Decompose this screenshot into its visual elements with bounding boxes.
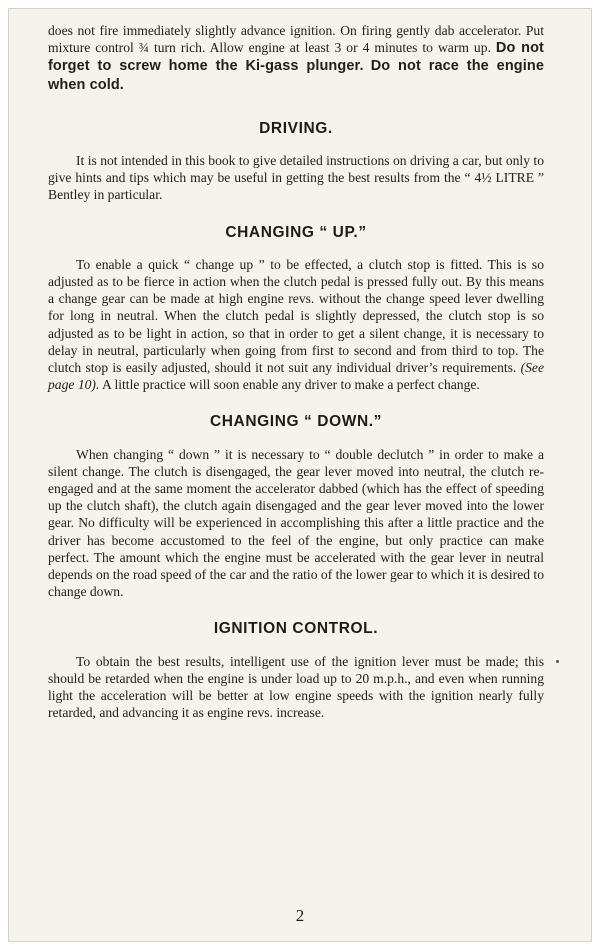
print-speck — [556, 660, 559, 663]
intro-space — [364, 58, 371, 73]
heading-changing-down: CHANGING “ DOWN.” — [209, 413, 383, 431]
heading-driving: DRIVING. — [259, 119, 333, 137]
intro-paragraph — [48, 22, 544, 94]
heading-changing-up: CHANGING “ UP.” — [225, 223, 367, 241]
changing-up-see-page: (See page 10). — [48, 360, 544, 393]
paragraph-changing-up — [48, 256, 544, 394]
changing-up-text-a: To enable a quick “ change up ” to be effected, a clutch stop is fitted. This is so adjusted as to be fierce in action when the clutch pedal is pressed fully out. By this means a change gear can be made at high engine revs. without the change speed lever dwelling for long in neutral. When the clutch pedal is slightly depressed, the clutch stop is so adjusted as to be light in action, so that in order to get a silent change, it is necessary to delay in neutral, particularly when going from first to second and from third to top. The clutch stop is easily adjusted, should it not suit any individual driver’s requirements. — [48, 256, 544, 376]
intro-bold-a: Do not forget to screw home the Ki-gass plunger. — [48, 40, 544, 75]
intro-bold-b: Do not race the engine when cold. — [48, 58, 545, 93]
page-number: 2 — [295, 906, 305, 925]
changing-up-text-b: A little practice will soon enable any driver to make a perfect change. — [99, 377, 480, 393]
paragraph-ignition-control: To obtain the best results, intelligent use of the ignition lever must be made; this should be retarded when the engine is under load up to 20 m.p.h., and even when running light the acceleration will be better at low engine speeds with the ignition nearly fully retarded, and advancing it as engine revs. increase. — [48, 653, 544, 721]
page-content — [48, 22, 544, 722]
heading-ignition-control: IGNITION CONTROL. — [213, 620, 379, 638]
intro-text-a: does not fire immediately slightly advance ignition. On firing gently dab accelerator. Put mixture control — [48, 23, 544, 56]
paragraph-changing-down: When changing “ down ” it is necessary to “ double declutch ” in order to make a silent change. The clutch is disengaged, the gear lever moved into neutral, the clutch re-engaged and at the same moment the accelerator dabbed (which has the effect of speeding up the clutch shaft), the clutch again disengaged and the gear lever moved into the lower gear. No difficulty will be experienced in accomplishing this after a little practice and the driver has become accustomed to the feel of the engine, but only practice can make perfect. The amount which the engine must be accelerated with the gear lever in neutral depends on the road speed of the car and the ratio of the lower gear to which it is desired to change down. — [48, 446, 545, 600]
paragraph-driving: It is not intended in this book to give detailed instructions on driving a car, but only to give hints and tips which may be useful in getting the best results from the “ 4½ LITRE ” Bentley in particular. — [48, 153, 544, 203]
intro-fraction: ¾ — [138, 40, 149, 56]
intro-text-b: turn rich. Allow engine at least 3 or 4 minutes to warm up. — [148, 40, 496, 56]
